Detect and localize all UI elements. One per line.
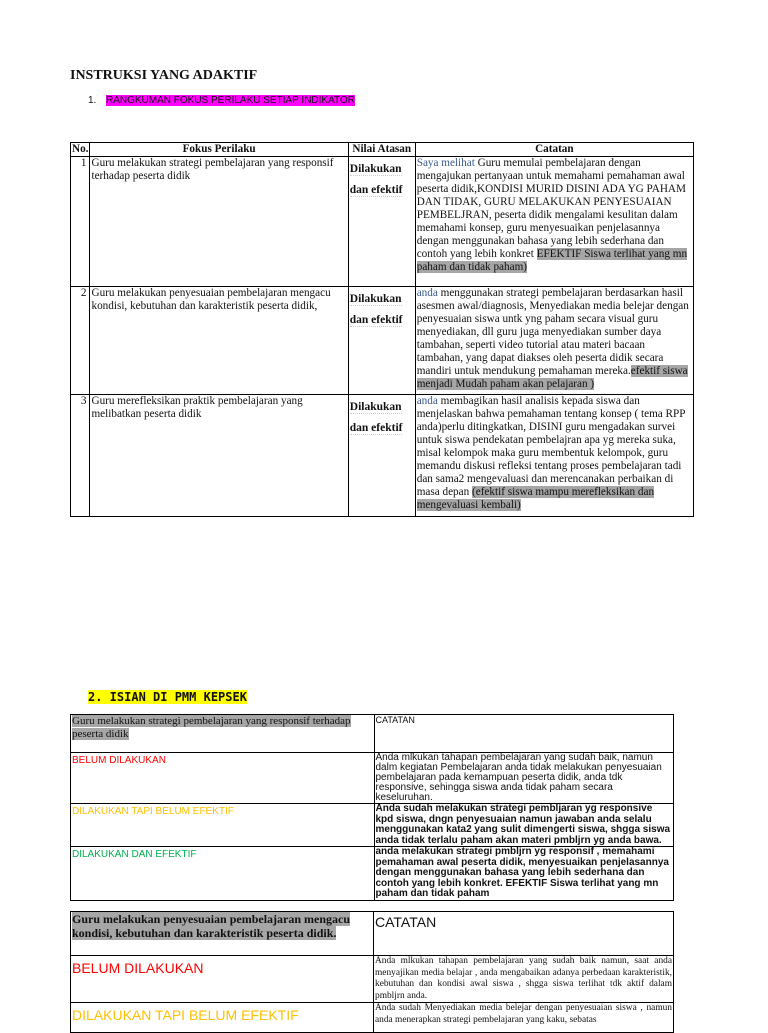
table-row — [71, 956, 674, 1003]
row-note — [415, 157, 693, 287]
header-no: No. — [72, 143, 89, 155]
table-row — [71, 395, 694, 517]
table-header-row — [71, 143, 694, 157]
pmm-kepsek-table-1 — [70, 714, 674, 901]
indicator-text: Guru melakukan strategi pembelajaran yang responsif terhadap peserta didik — [72, 715, 351, 740]
level-label: BELUM DILAKUKAN — [71, 753, 375, 804]
row-note-highlight: EFEKTIF Siswa terlihat yang mn paham dan tidak paham) — [416, 248, 688, 273]
table-header-row — [71, 715, 674, 753]
table-row — [71, 287, 694, 395]
row-focus: Guru melakukan strategi pembelajaran yang responsif terhadap peserta didik — [90, 157, 348, 287]
header-focus: Fokus Perilaku — [90, 143, 348, 157]
row-value-line2: dan efektif — [349, 184, 403, 196]
header-value: Nilai Atasan — [348, 143, 415, 157]
row-value-line2: dan efektif — [349, 422, 403, 434]
section-2-heading — [88, 690, 247, 704]
table-row — [71, 157, 694, 287]
table-header-row — [71, 912, 674, 956]
row-note-lead: anda — [416, 287, 438, 299]
row-value-line1: Dilakukan — [349, 401, 402, 413]
table-row — [71, 847, 674, 901]
row-note-lead: anda — [416, 395, 438, 407]
level-label: DILAKUKAN TAPI BELUM EFEKTIF — [71, 1003, 374, 1033]
row-note-main: menggunakan strategi pembelajaran berdasarkan hasil asesmen awal/diagnosis, Menyediakan media belejar dengan penyesuaian siswa untk yng paham secara visual guru menyediakan, dll guru juga menyediakan sumber daya tambahan, seperti video tutorial atau materi bacaan tambahan, yang dapat diakses oleh peserta didik secara mandiri untuk mendukung pemahaman mereka. — [416, 287, 689, 377]
catatan-header: CATATAN — [374, 912, 674, 956]
row-note-highlight: (efektif siswa mampu merefleksikan dan mengevaluasi kembali) — [416, 486, 655, 511]
table-row — [71, 1003, 674, 1033]
row-value-line2: dan efektif — [349, 314, 403, 326]
behavior-focus-table — [70, 142, 694, 517]
row-value — [348, 395, 415, 517]
header-note: Catatan — [415, 143, 693, 157]
row-note — [415, 395, 693, 517]
section-1-heading — [88, 95, 355, 106]
row-number: 2 — [71, 287, 90, 395]
row-note-main: Guru memulai pembelajaran dengan mengajukan pertanyaan untuk memahami pemahaman awal peserta didik,KONDISI MURID DISINI ADA YG PAHAM DAN TIDAK, GURU MELAKUKAN PENYESUAIAN PEMBELJRAN, peserta didik mengalami kesulitan dalam memahami konsep, guru menyesuaikan penjelasannya dengan menggunakan bahasa yang lebih sederhana dan contoh yang lebih konkret — [416, 157, 686, 260]
level-label: DILAKUKAN DAN EFEKTIF — [71, 847, 375, 901]
row-focus: Guru melakukan penyesuaian pembelajaran mengacu kondisi, kebutuhan dan karakteristik peserta didik, — [90, 287, 348, 395]
table-row — [71, 804, 674, 847]
level-label: DILAKUKAN TAPI BELUM EFEKTIF — [71, 804, 375, 847]
section-1-number: 1. — [88, 95, 97, 106]
row-note — [415, 287, 693, 395]
level-note: Anda mlkukan tahapan pembelajaran yang sudah baik, namun dalm kegiatan Pembelajaran anda tidak melakukan penyesuaian pembelajaran pada kemampuan peserta didik, anda tdk responsive, sehingga siswa anda tidak paham secara keseluruhan. — [374, 753, 674, 804]
level-note: Anda sudah melakukan strategi pembljaran yg responsive kpd siswa, dngn penyesuaian namun jawaban anda selalu menggunakan kata2 yang sulit dimengerti siswa, shgga siswa anda tidak terlalu paham akan materi pmbljrn yg anda bawa. — [374, 804, 674, 847]
indicator-cell — [71, 715, 375, 753]
section-1-label: RANGKUMAN FOKUS PERILAKU SETIAP INDIKATOR — [106, 95, 355, 106]
row-note-lead: Saya melihat — [416, 157, 475, 169]
level-note: Anda sudah Menyediakan media belejar dengan penyesuaian siswa , namun anda menerapkan strategi pembelajaran yang kaku, sebatas — [374, 1003, 674, 1033]
row-number: 3 — [71, 395, 90, 517]
row-number: 1 — [71, 157, 90, 287]
row-value — [348, 157, 415, 287]
pmm-kepsek-table-2 — [70, 911, 674, 1033]
document-title: INSTRUKSI YANG ADAKTIF — [70, 68, 258, 83]
indicator-text: Guru melakukan penyesuaian pembelajaran mengacu kondisi, kebutuhan dan karakteristik peserta didik. — [72, 912, 351, 940]
row-note-main: membagikan hasil analisis kepada siswa dan menjelaskan bahwa pemahaman tentang konsep ( tema RPP anda)perlu ditingkatkan, DISINI guru mengadakan survei untuk siswa pendekatan pembelajran apa yg mereka suka, misal kelompok maka guru membentuk kelompok, guru memandu diskusi refleksi tentang proses pembelajaran tadi dan sama2 mengevaluasi dan merencanakan perbaikan di masa depan — [416, 395, 686, 498]
row-focus: Guru merefleksikan praktik pembelajaran yang melibatkan peserta didik — [90, 395, 348, 517]
row-note-highlight: efektif siswa menjadi Mudah paham akan pelajaran ) — [416, 365, 688, 390]
table-row — [71, 753, 674, 804]
level-label: BELUM DILAKUKAN — [71, 956, 374, 1003]
level-note: Anda mlkukan tahapan pembelajaran yang sudah baik namun, saat anda menyajikan media belajar , anda mengabaikan adanya perbedaan karakteristik, kebutuhan dan kondisi awal siswa , shgga siswa terlihat tdk aktif dalam pmbljrn anda. — [375, 956, 672, 1001]
row-value-line1: Dilakukan — [349, 163, 402, 175]
level-note: anda melakukan strategi pmbljrn yg responsif , memahami pemahaman awal peserta didik, menyesuaikan penjelasannya dengan menggunakan bahasa yang lebih sederhana dan contoh yang lebih konkret. EFEKTIF Siswa terlihat yang mn paham dan tidak paham — [374, 847, 674, 901]
catatan-header: CATATAN — [374, 715, 674, 753]
row-value — [348, 287, 415, 395]
row-value-line1: Dilakukan — [349, 293, 402, 305]
indicator-cell — [71, 912, 374, 956]
section-2-label: 2. ISIAN DI PMM KEPSEK — [88, 690, 247, 704]
